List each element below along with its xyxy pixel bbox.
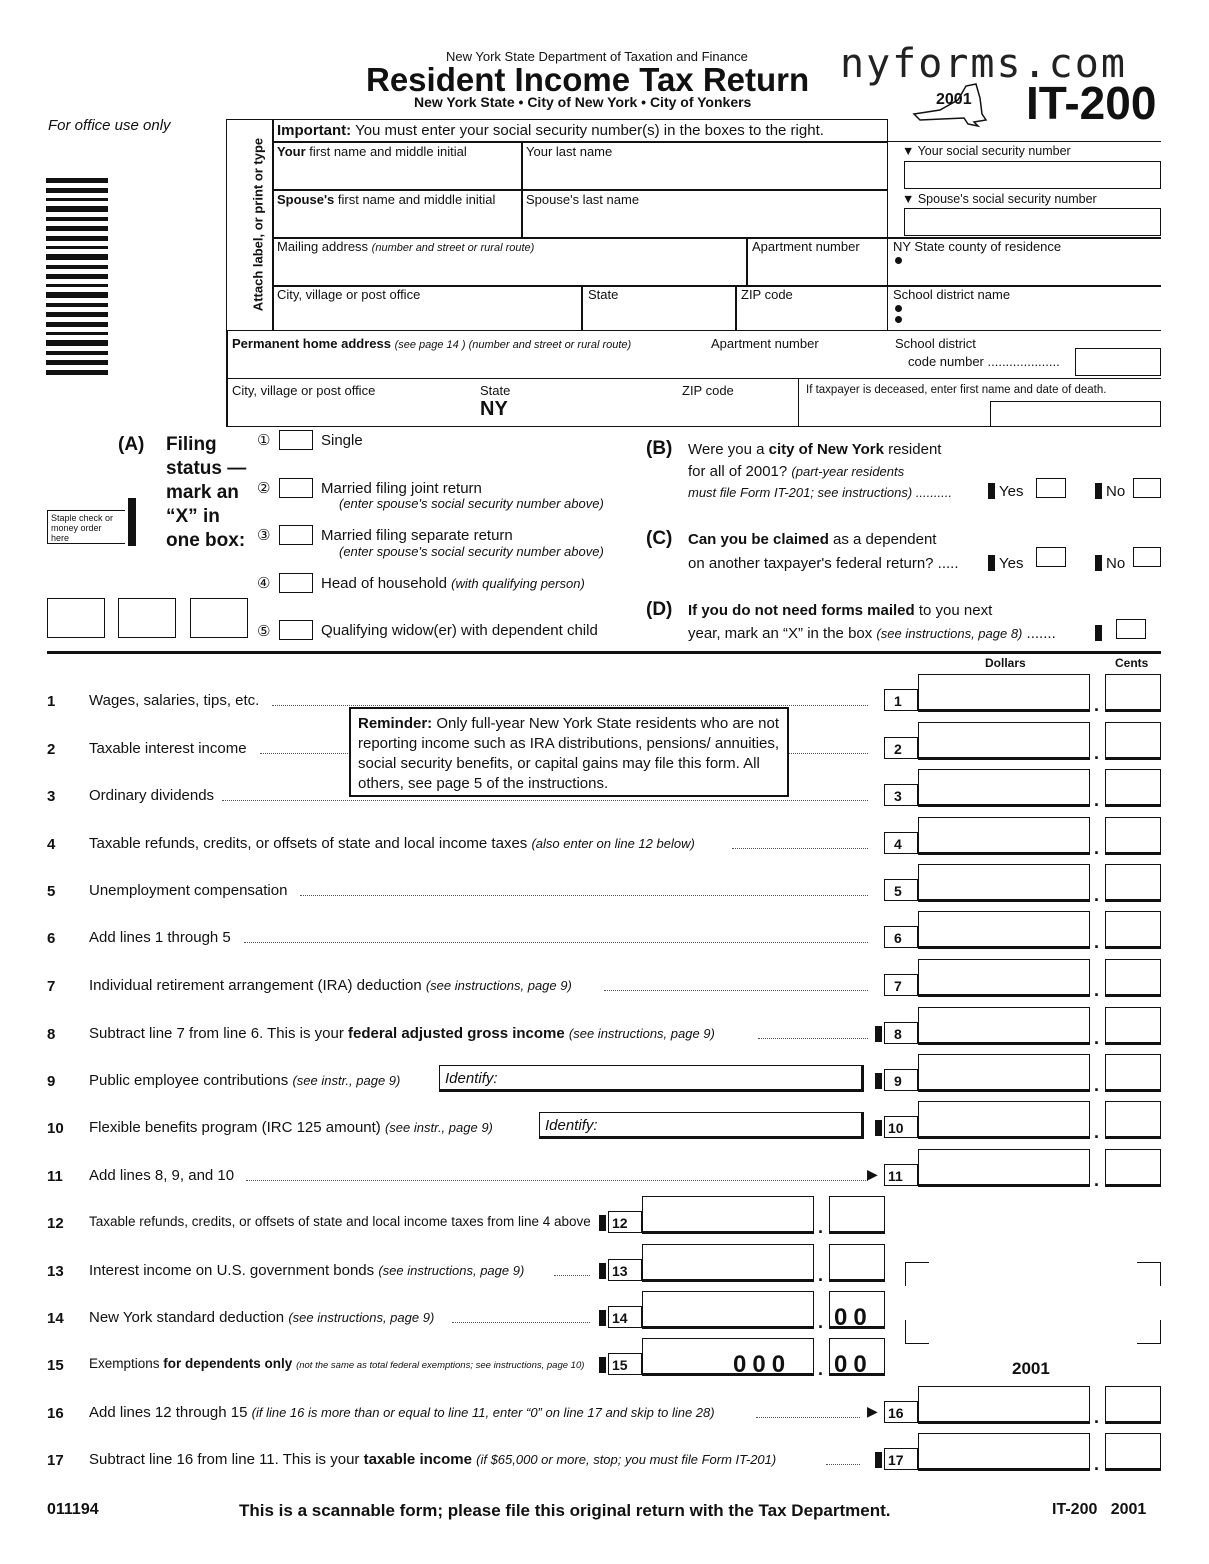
city-label: City, village or post office [277, 287, 421, 302]
school-code-input[interactable] [1075, 348, 1161, 376]
line14-cents-prefill: 00 [834, 1304, 873, 1331]
staple-area: Staple check or money order here [47, 510, 125, 544]
filing-hoh-label: Head of household (with qualifying person) [321, 575, 585, 592]
line-14-marker [599, 1310, 606, 1326]
line-11-arrow-icon: ▶ [867, 1166, 878, 1182]
line-15-description: Exemptions for dependents only (not the same as total federal exemptions; see instructions, page 10) [89, 1356, 585, 1371]
line-4-number: 4 [47, 836, 56, 853]
permanent-address-label: Permanent home address (see page 14 ) (number and street or rural route) [232, 336, 632, 351]
school-code-label-2: code number .................... [908, 354, 1060, 369]
line-3-decimal: . [1094, 790, 1100, 810]
filing-single-label: Single [321, 432, 363, 449]
line-2-dollars-input[interactable] [918, 722, 1090, 760]
line-6-leader [244, 942, 868, 943]
line-4-decimal: . [1094, 838, 1100, 858]
line-15-box-label: 15 [608, 1353, 642, 1375]
line-4-box-label: 4 [884, 832, 918, 854]
line-13-description: Interest income on U.S. government bonds (see instructions, page 9) [89, 1262, 525, 1279]
line-11-leader [246, 1180, 868, 1181]
line-1-decimal: . [1094, 695, 1100, 715]
dollars-header: Dollars [985, 656, 1026, 670]
spouse-ssn-label: ▼ Spouse's social security number [902, 192, 1097, 206]
filing-title-5: one box: [166, 530, 246, 551]
spouse-first-name-label: Spouse's first name and middle initial [277, 192, 496, 207]
question-b-yes-checkbox[interactable] [1036, 478, 1066, 498]
identify-field-10[interactable]: Identify: [539, 1112, 864, 1139]
form-title: Resident Income Tax Return [366, 61, 810, 98]
line-11-number: 11 [47, 1168, 63, 1185]
question-d-letter: (D) [646, 599, 673, 620]
filing-title-4: “X” in [166, 506, 220, 527]
line-1-description: Wages, salaries, tips, etc. [89, 692, 260, 709]
line-17-marker [875, 1452, 882, 1468]
line-11-box-label: 11 [884, 1164, 918, 1186]
office-box-2[interactable] [118, 598, 176, 638]
line-15-number: 15 [47, 1357, 64, 1374]
filing-joint-checkbox[interactable] [279, 478, 313, 498]
school-marker-icon-2 [895, 316, 902, 323]
line-17-number: 17 [47, 1452, 64, 1469]
question-b-line3: must file Form IT-201; see instructions) .......... [688, 485, 952, 500]
line-7-leader [604, 990, 868, 991]
line-2-number: 2 [47, 741, 56, 758]
filing-num-5: ⑤ [257, 623, 271, 640]
question-c-no: No [1106, 555, 1126, 572]
line-14-box-label: 14 [608, 1306, 642, 1328]
line-14-number: 14 [47, 1310, 64, 1327]
line-13-cents-input[interactable] [829, 1244, 885, 1282]
spouse-ssn-input[interactable] [904, 208, 1161, 236]
school-marker-icon [895, 305, 902, 312]
line-16-decimal: . [1094, 1407, 1100, 1427]
line-13-number: 13 [47, 1263, 64, 1280]
line-14-leader [452, 1322, 590, 1323]
line-8-cents-input[interactable] [1105, 1007, 1161, 1045]
line-4-leader [732, 848, 868, 849]
line-10-description: Flexible benefits program (IRC 125 amount) (see instr., page 9) [89, 1119, 493, 1136]
line-10-dollars-input[interactable] [918, 1101, 1090, 1139]
your-last-name-label: Your last name [526, 144, 613, 159]
line-16-box-label: 16 [884, 1401, 918, 1423]
question-c-yes-checkbox[interactable] [1036, 547, 1066, 567]
label-side-text: Attach label, or print or type [250, 137, 266, 312]
question-b-line2: for all of 2001? (part-year residents [688, 463, 905, 480]
question-b-no-checkbox[interactable] [1133, 478, 1161, 498]
filing-separate-note: (enter spouse's social security number above) [339, 544, 604, 559]
county-marker-icon [895, 257, 902, 264]
line-7-number: 7 [47, 978, 56, 995]
line-17-dollars-input[interactable] [918, 1433, 1090, 1471]
line-11-dollars-input[interactable] [918, 1149, 1090, 1187]
city2-label: City, village or post office [232, 383, 376, 398]
line-15-marker [599, 1357, 606, 1373]
line-7-decimal: . [1094, 980, 1100, 1000]
line-3-cents-input[interactable] [1105, 769, 1161, 807]
line-3-box-label: 3 [884, 784, 918, 806]
reminder-box: Reminder: Only full-year New York State residents who are not reporting income such as IRA distributions, pensions/ annuities, social security benefits, or capital gains may file this form. All others, see page 5 of the instructions. [349, 707, 789, 797]
filing-joint-label: Married filing joint return [321, 480, 482, 497]
line-13-leader [554, 1275, 590, 1276]
line-9-decimal: . [1094, 1075, 1100, 1095]
line-10-marker [875, 1120, 882, 1136]
filing-hoh-checkbox[interactable] [279, 573, 313, 593]
question-c-yes: Yes [999, 555, 1024, 572]
line-9-description: Public employee contributions (see instr., page 9) [89, 1072, 401, 1089]
line-6-box-label: 6 [884, 926, 918, 948]
line-16-cents-input[interactable] [1105, 1386, 1161, 1424]
line-13-box-label: 13 [608, 1259, 642, 1281]
permanent-apt-label: Apartment number [711, 336, 819, 351]
your-ssn-label: ▼ Your social security number [902, 144, 1071, 158]
filing-joint-note: (enter spouse's social security number above) [339, 496, 604, 511]
your-ssn-input[interactable] [904, 161, 1161, 189]
line-6-decimal: . [1094, 932, 1100, 952]
line-5-leader [300, 895, 868, 896]
line-3-description: Ordinary dividends [89, 787, 215, 804]
filing-num-4: ④ [257, 575, 271, 592]
line-8-number: 8 [47, 1026, 56, 1043]
question-b-yes: Yes [999, 483, 1024, 500]
form-subtitle: New York State • City of New York • City of Yonkers [414, 94, 752, 110]
question-d-line1: If you do not need forms mailed to you next [688, 602, 993, 619]
line-11-description: Add lines 8, 9, and 10 [89, 1167, 235, 1184]
line-3-dollars-input[interactable] [918, 769, 1090, 807]
line-1-leader [272, 705, 868, 706]
line15-cents-prefill: 00 [834, 1351, 873, 1378]
line-4-dollars-input[interactable] [918, 817, 1090, 855]
line-12-number: 12 [47, 1215, 64, 1232]
line-9-dollars-input[interactable] [918, 1054, 1090, 1092]
line-8-dollars-input[interactable] [918, 1007, 1090, 1045]
question-b-no: No [1106, 483, 1126, 500]
question-c-line2: on another taxpayer's federal return? ..... [688, 555, 959, 572]
apartment-number-label: Apartment number [752, 239, 860, 254]
line-8-marker [875, 1026, 882, 1042]
line-17-description: Subtract line 16 from line 11. This is your taxable income (if $65,000 or more, stop; you must file Form IT-201) [89, 1451, 777, 1468]
line-17-decimal: . [1094, 1454, 1100, 1474]
line-1-cents-input[interactable] [1105, 674, 1161, 712]
line-8-box-label: 8 [884, 1022, 918, 1044]
county-label: NY State county of residence [893, 239, 1062, 254]
staple-bar [128, 498, 136, 546]
line-6-dollars-input[interactable] [918, 911, 1090, 949]
line-2-description: Taxable interest income [89, 740, 247, 757]
office-box-3[interactable] [190, 598, 248, 638]
filing-separate-checkbox[interactable] [279, 525, 313, 545]
line-3-number: 3 [47, 788, 56, 805]
line-16-description: Add lines 12 through 15 (if line 16 is more than or equal to line 11, enter “0” on line 17 and skip to line 28) [89, 1404, 715, 1421]
line-7-box-label: 7 [884, 974, 918, 996]
your-first-name-label: Your first name and middle initial [277, 144, 467, 159]
line-8-description: Subtract line 7 from line 6. This is your federal adjusted gross income (see instructions, page 9) [89, 1025, 715, 1042]
line-14-decimal: . [818, 1312, 824, 1332]
line-7-cents-input[interactable] [1105, 959, 1161, 997]
stamp-year: 2001 [1012, 1359, 1050, 1378]
form-id: IT-200 [1026, 77, 1157, 129]
line-12-dollars-input[interactable] [642, 1196, 814, 1234]
line-9-box-label: 9 [884, 1069, 918, 1091]
line-6-number: 6 [47, 930, 56, 947]
footer-code: 011194 [47, 1501, 99, 1518]
question-c-line1: Can you be claimed as a dependent [688, 531, 937, 548]
line-13-decimal: . [818, 1265, 824, 1285]
line-14-dollars-input[interactable] [642, 1291, 814, 1329]
question-d-checkbox[interactable] [1116, 619, 1146, 639]
line-15-decimal: . [818, 1359, 824, 1379]
line-4-description: Taxable refunds, credits, or offsets of state and local income taxes (also enter on line 12 below) [89, 835, 695, 852]
line-11-cents-input[interactable] [1105, 1149, 1161, 1187]
important-note: Important: You must enter your social security number(s) in the boxes to the right. [277, 122, 824, 139]
line-16-leader [756, 1417, 860, 1418]
question-c-no-checkbox[interactable] [1133, 547, 1161, 567]
line-12-box-label: 12 [608, 1211, 642, 1233]
question-b-line1: Were you a city of New York resident [688, 441, 942, 458]
line-9-cents-input[interactable] [1105, 1054, 1161, 1092]
zip-label: ZIP code [741, 287, 793, 302]
cents-header: Cents [1115, 656, 1149, 670]
line-13-dollars-input[interactable] [642, 1244, 814, 1282]
line-10-cents-input[interactable] [1105, 1101, 1161, 1139]
line-1-number: 1 [47, 693, 56, 710]
line-6-description: Add lines 1 through 5 [89, 929, 231, 946]
school-code-label-1: School district [895, 336, 976, 351]
line-17-box-label: 17 [884, 1448, 918, 1470]
line-9-number: 9 [47, 1073, 56, 1090]
line-12-marker [599, 1215, 606, 1231]
filing-widow-label: Qualifying widow(er) with dependent child [321, 622, 598, 639]
line15-dollars-prefill: 000 [733, 1351, 792, 1378]
line-10-number: 10 [47, 1120, 64, 1137]
state2-value: NY [480, 398, 508, 420]
deceased-label: If taxpayer is deceased, enter first name and date of death. [806, 384, 1107, 396]
line-5-cents-input[interactable] [1105, 864, 1161, 902]
line-8-leader [758, 1038, 868, 1039]
filing-title-2: status — [166, 458, 247, 479]
filing-num-3: ③ [257, 527, 271, 544]
section-divider [47, 651, 1161, 654]
line-17-cents-input[interactable] [1105, 1433, 1161, 1471]
line-4-cents-input[interactable] [1105, 817, 1161, 855]
line-2-cents-input[interactable] [1105, 722, 1161, 760]
line-5-box-label: 5 [884, 879, 918, 901]
filing-title-3: mark an [166, 482, 239, 503]
spouse-last-name-label: Spouse's last name [526, 192, 640, 207]
line-5-description: Unemployment compensation [89, 882, 288, 899]
line-12-cents-input[interactable] [829, 1196, 885, 1234]
office-box-1[interactable] [47, 598, 105, 638]
filing-widow-checkbox[interactable] [279, 620, 313, 640]
filing-single-checkbox[interactable] [279, 430, 313, 450]
line-16-number: 16 [47, 1405, 64, 1422]
question-b-letter: (B) [646, 438, 673, 459]
state-label: State [588, 287, 619, 302]
identify-field-9[interactable]: Identify: [439, 1065, 864, 1092]
line-16-arrow-icon: ▶ [867, 1403, 878, 1419]
line-17-leader [826, 1464, 860, 1465]
line-13-marker [599, 1263, 606, 1279]
question-c-letter: (C) [646, 528, 673, 549]
line-5-decimal: . [1094, 885, 1100, 905]
footer-message: This is a scannable form; please file this original return with the Tax Department. [239, 1501, 891, 1520]
line-12-decimal: . [818, 1217, 824, 1237]
line-7-description: Individual retirement arrangement (IRA) deduction (see instructions, page 9) [89, 977, 572, 994]
mailing-address-label: Mailing address (number and street or rural route) [277, 239, 535, 254]
line-10-decimal: . [1094, 1122, 1100, 1142]
filing-num-2: ② [257, 480, 271, 497]
line-16-dollars-input[interactable] [918, 1386, 1090, 1424]
line-3-leader [222, 800, 868, 801]
deceased-input[interactable] [990, 401, 1161, 427]
line-5-number: 5 [47, 883, 56, 900]
line-9-marker [875, 1073, 882, 1089]
line-12-description: Taxable refunds, credits, or offsets of state and local income taxes from line 4 above [89, 1214, 591, 1229]
question-d-line2: year, mark an “X” in the box (see instructions, page 8) ....... [688, 625, 1056, 642]
filing-title-1: Filing [166, 434, 217, 455]
footer-form: IT-200 2001 [1052, 1501, 1147, 1518]
line-2-box-label: 2 [884, 737, 918, 759]
watermark: nyforms.com [840, 41, 1127, 87]
line-1-dollars-input[interactable] [918, 674, 1090, 712]
zip2-label: ZIP code [682, 383, 734, 398]
line-8-decimal: . [1094, 1028, 1100, 1048]
office-use-label: For office use only [48, 117, 171, 134]
line-1-box-label: 1 [884, 689, 918, 711]
line-10-box-label: 10 [884, 1116, 918, 1138]
line-11-decimal: . [1094, 1170, 1100, 1190]
filing-letter: (A) [118, 434, 145, 455]
department-name: New York State Department of Taxation and Finance [446, 49, 748, 64]
line-14-description: New York standard deduction (see instructions, page 9) [89, 1309, 435, 1326]
line-7-dollars-input[interactable] [918, 959, 1090, 997]
line-2-decimal: . [1094, 743, 1100, 763]
state2-label: State [480, 383, 511, 398]
filing-separate-label: Married filing separate return [321, 527, 513, 544]
form-year: 2001 [936, 91, 972, 108]
line-5-dollars-input[interactable] [918, 864, 1090, 902]
school-district-name-label: School district name [893, 287, 1011, 302]
filing-num-1: ① [257, 432, 271, 449]
line-6-cents-input[interactable] [1105, 911, 1161, 949]
